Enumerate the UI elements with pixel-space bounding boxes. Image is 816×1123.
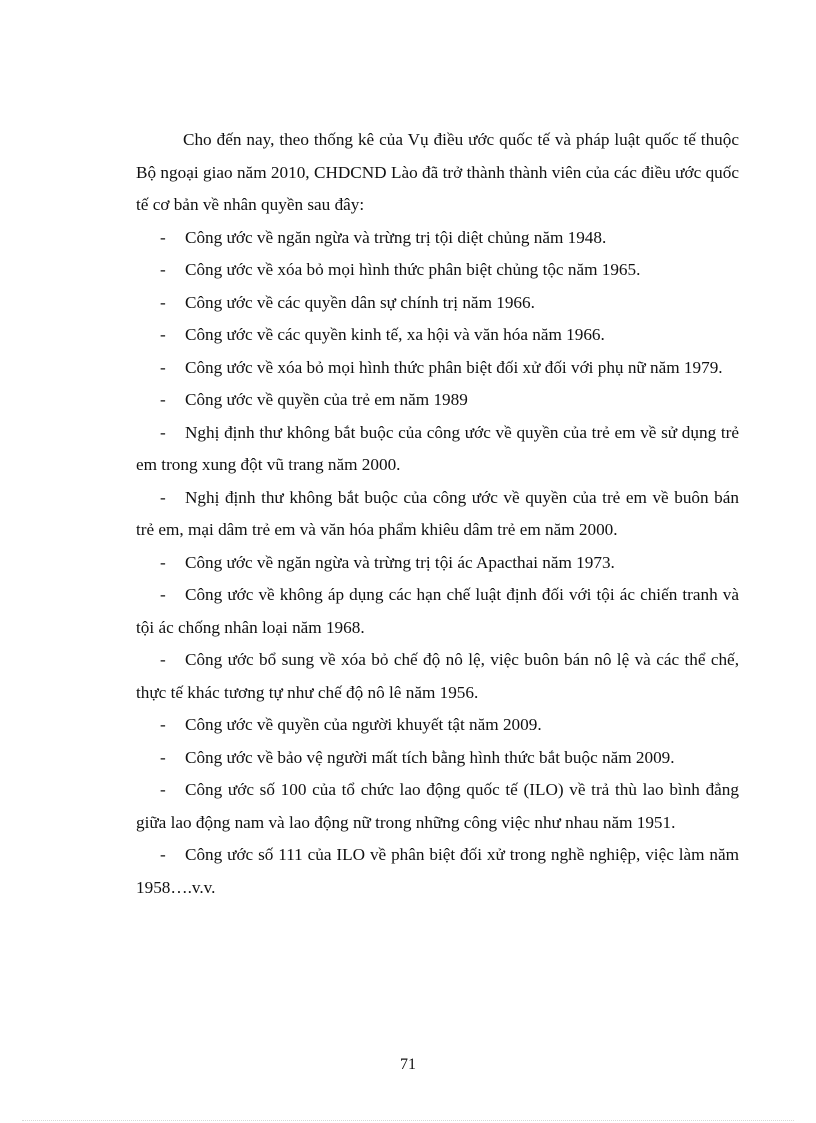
list-item-text: Công ước về bảo vệ người mất tích bằng hình thức bắt buộc năm 2009.: [185, 747, 675, 767]
list-item-text: Công ước số 111 của ILO về phân biệt đối xử trong nghề nghiệp, việc làm năm 1958….v.v.: [136, 845, 739, 897]
list-item-text: Công ước về ngăn ngừa và trừng trị tội diệt chủng năm 1948.: [185, 227, 607, 247]
list-item: [136, 742, 739, 775]
document-body: [136, 124, 739, 904]
list-bullet: -: [160, 845, 166, 864]
list-item: [136, 417, 739, 482]
list-bullet: -: [160, 585, 166, 604]
list-item-text: Công ước về xóa bỏ mọi hình thức phân biệt chủng tộc năm 1965.: [185, 260, 641, 279]
list-bullet: -: [160, 487, 166, 507]
list-item: [136, 222, 739, 255]
list-bullet: -: [160, 260, 166, 279]
list-bullet: -: [160, 715, 166, 734]
list-bullet: -: [160, 552, 166, 572]
list-item-text: Công ước bổ sung về xóa bỏ chế độ nô lệ, việc buôn bán nô lệ và các thể chế, thực tế khác tương tự như chế độ nô lê năm 1956.: [136, 650, 739, 702]
list-bullet: -: [160, 780, 166, 799]
list-item-text: Nghị định thư không bắt buộc của công ước về quyền của trẻ em về sử dụng trẻ em trong xung đột vũ trang năm 2000.: [136, 422, 739, 474]
list-bullet: -: [160, 227, 166, 247]
list-item: [136, 352, 739, 385]
list-item: [136, 709, 739, 742]
convention-list: [136, 222, 739, 905]
list-item-text: Công ước về quyền của người khuyết tật năm 2009.: [185, 715, 542, 734]
list-bullet: -: [160, 650, 166, 669]
list-item: [136, 287, 739, 320]
intro-paragraph: Cho đến nay, theo thống kê của Vụ điều ước quốc tế và pháp luật quốc tế thuộc Bộ ngoại giao năm 2010, CHDCND Lào đã trở thành thành viên của các điều ước quốc tế cơ bản về nhân quyền sau đây:: [136, 130, 739, 214]
list-item-text: Công ước về xóa bỏ mọi hình thức phân biệt đối xử đối với phụ nữ năm 1979.: [185, 357, 723, 377]
page-bottom-divider: [22, 1120, 794, 1121]
list-bullet: -: [160, 390, 166, 409]
list-item-text: Nghị định thư không bắt buộc của công ước về quyền của trẻ em về buôn bán trẻ em, mại dâm trẻ em và văn hóa phẩm khiêu dâm trẻ em năm 2000.: [136, 487, 739, 539]
list-item-text: Công ước về ngăn ngừa và trừng trị tội ác Apacthai năm 1973.: [185, 552, 615, 572]
list-item: [136, 482, 739, 547]
list-item-text: Công ước về không áp dụng các hạn chế luật định đối với tội ác chiến tranh và tội ác chống nhân loại năm 1968.: [136, 585, 739, 637]
list-item: [136, 547, 739, 580]
list-item: [136, 579, 739, 644]
list-item: [136, 254, 739, 287]
list-item-text: Công ước về các quyền kinh tế, xa hội và văn hóa năm 1966.: [185, 325, 605, 344]
list-item-text: Công ước số 100 của tổ chức lao động quốc tế (ILO) về trả thù lao bình đẳng giữa lao động nam và lao động nữ trong những công việc như nhau năm 1951.: [136, 780, 739, 832]
list-bullet: -: [160, 747, 166, 767]
list-bullet: -: [160, 325, 166, 344]
list-item: [136, 644, 739, 709]
list-item: [136, 319, 739, 352]
list-item-text: Công ước về quyền của trẻ em năm 1989: [185, 390, 468, 409]
list-item: [136, 774, 739, 839]
list-bullet: -: [160, 292, 166, 312]
list-item: [136, 839, 739, 904]
page-number: 71: [400, 1056, 416, 1073]
list-bullet: -: [160, 357, 166, 377]
list-item-text: Công ước về các quyền dân sự chính trị năm 1966.: [185, 292, 535, 312]
list-item: [136, 384, 739, 417]
list-bullet: -: [160, 422, 166, 442]
